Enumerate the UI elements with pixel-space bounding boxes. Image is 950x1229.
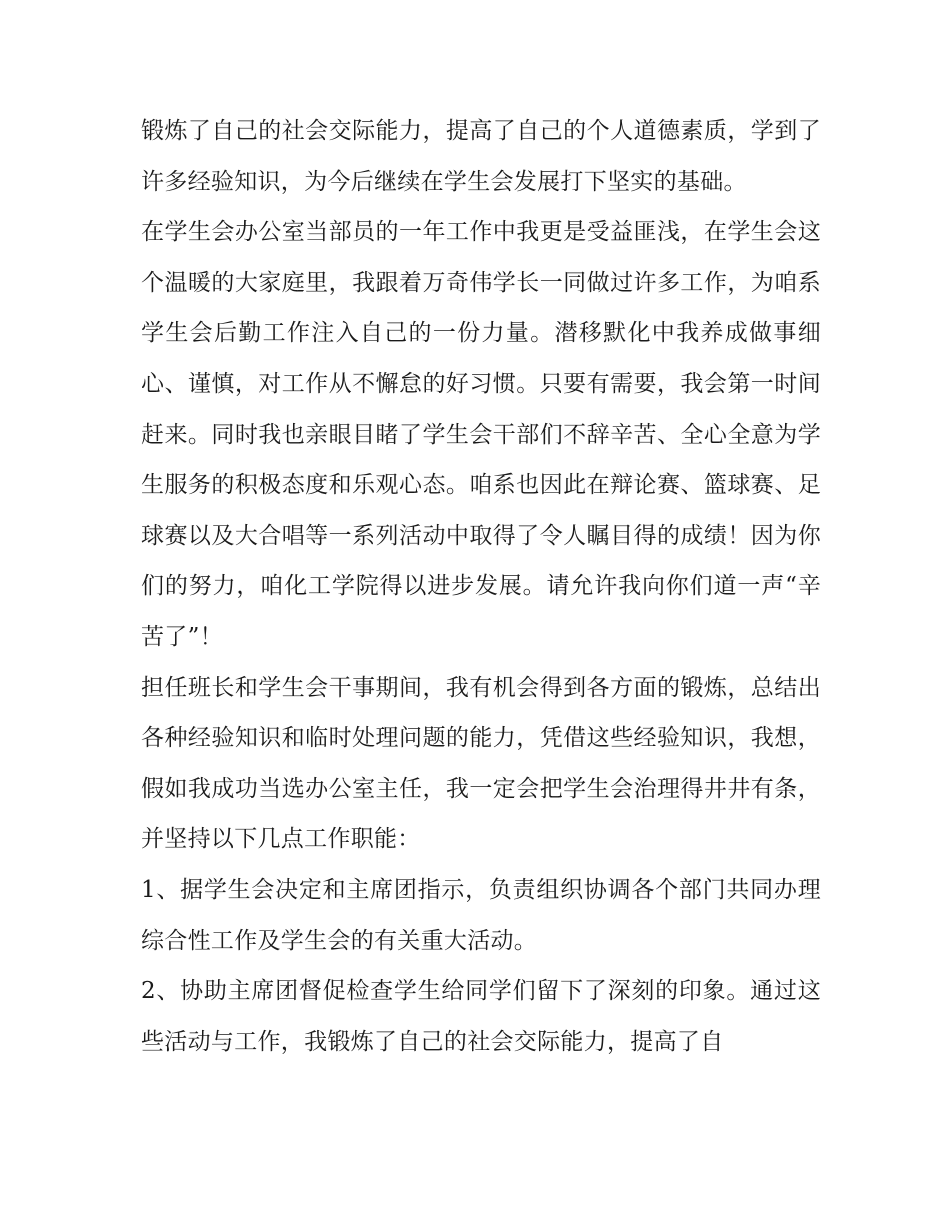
document-body — [141, 106, 821, 1067]
paragraph-2: 在学生会办公室当部员的一年工作中我更是受益匪浅，在学生会这个温暖的大家庭里，我跟着万奇伟学长一同做过许多工作，为咱系学生会后勤工作注入自己的一份力量。潜移默化中我养成做事细心、谨慎，对工作从不懈怠的好习惯。只要有需要，我会第一时间赶来。同时我也亲眼目睹了学生会干部们不辞辛苦、全心全意为学生服务的积极态度和乐观心态。咱系也因此在辩论赛、篮球赛、足球赛以及大合唱等一系列活动中取得了令人瞩目得的成绩！因为你们的努力，咱化工学院得以进步发展。请允许我向你们道一声“辛苦了”！ — [141, 219, 821, 650]
list-item-2: 2、协助主席团督促检查学生给同学们留下了深刻的印象。通过这些活动与工作，我锻炼了自己的社会交际能力，提高了自 — [141, 978, 821, 1055]
list-item-1: 1、据学生会决定和主席团指示，负责组织协调各个部门共同办理综合性工作及学生会的有关重大活动。 — [141, 876, 821, 954]
paragraph-3: 担任班长和学生会干事期间，我有机会得到各方面的锻炼，总结出各种经验知识和临时处理问题的能力，凭借这些经验知识，我想，假如我成功当选办公室主任，我一定会把学生会治理得井井有条，并坚持以下几点工作职能： — [141, 674, 821, 853]
paragraph-1: 锻炼了自己的社会交际能力，提高了自己的个人道德素质，学到了许多经验知识，为今后继续在学生会发展打下坚实的基础。 — [141, 118, 821, 195]
